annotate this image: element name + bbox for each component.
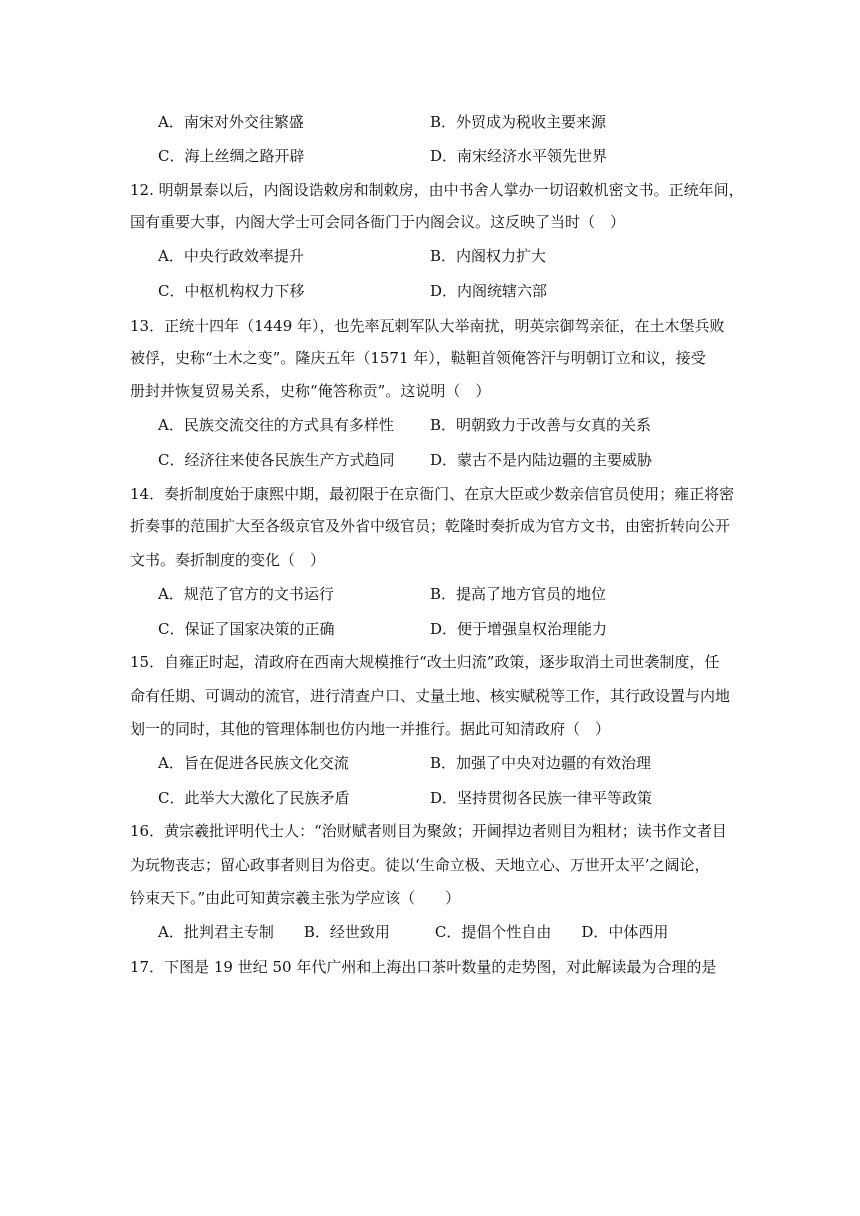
q17-stem-line-1: 17．下图是 19 世纪 50 年代广州和上海出口茶叶数量的走势图，对此解读最为合理的是	[130, 958, 717, 976]
q13-stem-line-1: 13．正统十四年（1449 年），也先率瓦剌军队大举南扰，明英宗御驾亲征，在土木堡兵败	[130, 317, 725, 335]
q13-option-d: D．蒙古不是内陆边疆的主要威胁	[430, 451, 653, 469]
q14-option-c: C．保证了国家决策的正确	[158, 620, 335, 638]
q13-option-a: A．民族交流交往的方式具有多样性	[158, 416, 394, 434]
q11-option-b: B．外贸成为税收主要来源	[430, 113, 607, 131]
q13-option-b: B．明朝致力于改善与女真的关系	[430, 416, 652, 434]
q14-option-d: D．便于增强皇权治理能力	[430, 620, 608, 638]
q15-stem-line-1: 15．自雍正时起，清政府在西南大规模推行“改土归流”政策，逐步取消土司世袭制度，任	[130, 653, 720, 671]
q14-option-a: A．规范了官方的文书运行	[158, 585, 334, 603]
q15-option-c: C．此举大大激化了民族矛盾	[158, 789, 350, 807]
q11-option-a: A．南宋对外交往繁盛	[158, 113, 304, 131]
q13-stem-line-2: 被俘，史称“土木之变”。隆庆五年（1571 年），鞑靼首领俺答汗与明朝订立和议，接受	[130, 349, 706, 367]
q14-stem-line-1: 14．奏折制度始于康熙中期，最初限于在京衙门、在京大臣或少数亲信官员使用；雍正将密	[130, 485, 735, 503]
q12-option-d: D．内阁统辖六部	[430, 282, 548, 300]
q12-option-c: C．中枢机构权力下移	[158, 282, 305, 300]
q12-stem-line-2: 国有重要大事，内阁大学士可会同各衙门于内阁会议。这反映了当时（ ）	[130, 213, 626, 231]
q15-option-b: B．加强了中央对边疆的有效治理	[430, 754, 652, 772]
q13-option-c: C．经济往来使各民族生产方式趋同	[158, 451, 395, 469]
q14-stem-line-3: 文书。奏折制度的变化（ ）	[130, 551, 326, 569]
q13-stem-line-3: 册封并恢复贸易关系，史称“俺答称贡”。这说明（ ）	[130, 382, 491, 400]
q16-stem-line-3: 钤束天下。”由此可知黄宗羲主张为学应该（ ）	[130, 889, 461, 907]
q11-option-c: C．海上丝绸之路开辟	[158, 147, 305, 165]
q15-stem-line-2: 命有任期、可调动的流官，进行清查户口、丈量土地、核实赋税等工作，其行政设置与内地	[130, 687, 731, 705]
q12-option-a: A．中央行政效率提升	[158, 247, 304, 265]
q12-option-b: B．内阁权力扩大	[430, 247, 547, 265]
q15-option-a: A．旨在促进各民族文化交流	[158, 754, 349, 772]
q16-stem-line-2: 为玩物丧志；留心政事者则目为俗吏。徒以‘生命立极、天地立心、万世开太平’之阔论，	[130, 856, 710, 874]
q12-stem-line-1: 12. 明朝景泰以后，内阁设诰敕房和制敕房，由中书舍人掌办一切诏敕机密文书。正统年间，	[130, 181, 744, 199]
q14-stem-line-2: 折奏事的范围扩大至各级京官及外省中级官员；乾隆时奏折成为官方文书，由密折转向公开	[130, 517, 731, 535]
q11-option-d: D．南宋经济水平领先世界	[430, 147, 608, 165]
q16-stem-line-1: 16．黄宗羲批评明代士人：“治财赋者则目为聚敛；开阃捍边者则目为粗材；读书作文者目	[130, 822, 727, 840]
q14-option-b: B．提高了地方官员的地位	[430, 585, 607, 603]
q15-stem-line-3: 划一的同时，其他的管理体制也仿内地一并推行。据此可知清政府（ ）	[130, 720, 611, 738]
q16-options: A．批判君主专制 B．经世致用 C．提倡个性自由 D．中体西用	[158, 923, 669, 941]
q15-option-d: D．坚持贯彻各民族一律平等政策	[430, 789, 653, 807]
